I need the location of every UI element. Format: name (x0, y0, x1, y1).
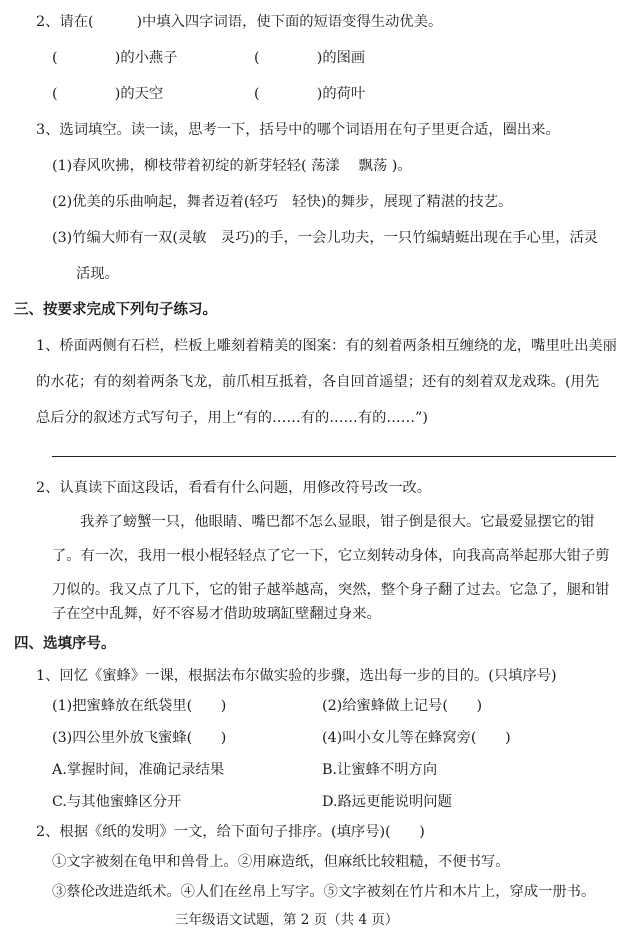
section-4-heading: 四、选填序号。 (14, 636, 116, 652)
crab-passage-line-2: 了。有一次，我用一根小棍轻轻点了它一下，它立刻转动身体，向我高高举起那大钳子剪 (52, 548, 610, 564)
sentence-exercise-1: 1、桥面两侧有石栏，栏板上雕刻着精美的图案：有的刻着两条相互缠绕的龙，嘴里吐出美丽 (36, 338, 617, 354)
sentence-exercise-1-line-3: 总后分的叙述方式写句子，用上“有的……有的……有的……”) (36, 410, 428, 426)
sentence-exercise-2: 2、认真读下面这段话，看看有什么问题，用修改符号改一改。 (36, 480, 432, 496)
bee-step-1: (1)把蜜蜂放在纸袋里( ) (52, 698, 227, 714)
bee-step-4: (4)叫小女儿等在蜂窝旁( ) (322, 730, 511, 746)
blank-sky: ( )的天空 (52, 86, 164, 102)
crab-passage-line-3: 刀似的。我又点了几下，它的钳子越举越高，突然，整个身子翻了过去。它急了，腿和钳 (52, 582, 610, 598)
bee-question: 1、回忆《蜜蜂》一课，根据法布尔做实验的步骤，选出每一步的目的。(只填序号) (36, 668, 557, 684)
bee-option-d: D.路远更能说明问题 (322, 794, 452, 810)
paper-sentences-line-1: ①文字被刻在龟甲和兽骨上。②用麻造纸，但麻纸比较粗糙，不便书写。 (52, 854, 510, 870)
bee-step-3: (3)四公里外放飞蜜蜂( ) (52, 730, 227, 746)
blank-swallow: ( )的小燕子 (52, 50, 178, 66)
bee-option-a: A.掌握时间，准确记录结果 (52, 762, 225, 778)
crab-passage-line-1: 我养了螃蟹一只，他眼睛、嘴巴都不怎么显眼，钳子倒是很大。它最爱显摆它的钳 (80, 514, 595, 530)
bee-step-2: (2)给蜜蜂做上记号( ) (322, 698, 483, 714)
crab-passage-line-4: 子在空中乱舞，好不容易才借助玻璃缸壁翻过身来。 (52, 606, 381, 622)
question-3-word-choice: 3、选词填空。读一读，思考一下，括号中的哪个词语用在句子里更合适，圈出来。 (36, 122, 560, 138)
word-choice-3-continued: 活现。 (76, 266, 119, 282)
answer-line (52, 456, 616, 457)
word-choice-3: (3)竹编大师有一双(灵敏 灵巧)的手，一会儿功夫，一只竹编蜻蜓出现在手心里，活灵 (52, 230, 599, 246)
bee-option-b: B.让蜜蜂不明方向 (322, 762, 438, 778)
word-choice-2: (2)优美的乐曲响起，舞者迈着(轻巧 轻快)的舞步，展现了精湛的技艺。 (52, 194, 513, 210)
sentence-exercise-1-line-2: 的水花；有的刻着两条飞龙，前爪相互抵着，各自回首遥望；还有的刻着双龙戏珠。(用先 (36, 374, 600, 390)
paper-invention-question: 2、根据《纸的发明》一文，给下面句子排序。(填序号)( ) (36, 824, 425, 840)
paper-sentences-line-2: ③蔡伦改进造纸术。④人们在丝帛上写字。⑤文字被刻在竹片和木片上，穿成一册书。 (52, 884, 596, 900)
section-3-heading: 三、按要求完成下列句子练习。 (14, 302, 217, 318)
question-2-fill-idioms: 2、请在( )中填入四字词语，使下面的短语变得生动优美。 (36, 14, 443, 30)
page-footer: 三年级语文试题，第 2 页（共 4 页） (175, 912, 399, 928)
blank-picture: ( )的图画 (254, 50, 366, 66)
word-choice-1: (1)春风吹拂，柳枝带着初绽的新芽轻轻( 荡漾 飘荡 )。 (52, 158, 412, 174)
blank-lotus-leaf: ( )的荷叶 (254, 86, 366, 102)
bee-option-c: C.与其他蜜蜂区分开 (52, 794, 182, 810)
